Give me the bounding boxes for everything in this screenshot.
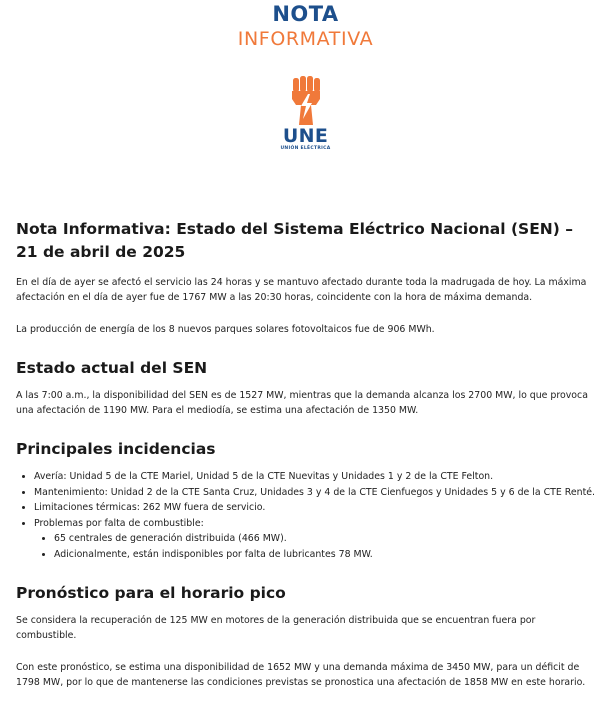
- list-item: [34, 516, 595, 563]
- raised-fist-lightning-icon: [289, 75, 323, 125]
- sublist-item: • 65 centrales de generación distribuida (466 MW).: [54, 531, 595, 547]
- list-item-label: Problemas por falta de combustible:: [34, 517, 204, 529]
- list-item: • Limitaciones térmicas: 262 MW fuera de servicio.: [34, 500, 595, 516]
- page-header: [0, 0, 611, 152]
- pronostico-paragraph: Con este pronóstico, se estima una disponibilidad de 1652 MW y una demanda máxima de 3450 MW, para un déficit de 1798 MW, por lo que de mantenerse las condiciones previstas se pronostica una afectación de 1858 MW en este horario.: [16, 662, 586, 688]
- header-informativa: INFORMATIVA: [237, 28, 374, 50]
- une-logo-subtitle: UNIÓN ELÉCTRICA: [280, 146, 331, 151]
- section-heading-pronostico: Pronóstico para el horario pico: [16, 584, 286, 602]
- une-logo: [276, 75, 336, 152]
- header-nota: NOTA: [272, 2, 339, 26]
- une-logo-text: UNE: [282, 125, 329, 147]
- section-heading-incidencias: Principales incidencias: [16, 440, 216, 458]
- estado-paragraph: A las 7:00 a.m., la disponibilidad del SEN es de 1527 MW, mientras que la demanda alcanza los 2700 MW, lo que provoca una afectación de 1190 MW. Para el mediodía, se estima una afectación de 1350 MW.: [16, 390, 588, 416]
- list-item: • Avería: Unidad 5 de la CTE Mariel, Unidad 5 de la CTE Nuevitas y Unidades 1 y 2 de la CTE Felton.: [34, 469, 595, 485]
- article-content: [16, 218, 595, 690]
- section-heading-estado: Estado actual del SEN: [16, 359, 208, 377]
- intro-paragraph: En el día de ayer se afectó el servicio las 24 horas y se mantuvo afectado durante toda la madrugada de hoy. La máxima afectación en el día de ayer fue de 1767 MW a las 20:30 horas, coincidente con la hora de máxima demanda.: [16, 277, 587, 303]
- sublist-item: • Adicionalmente, están indisponibles por falta de lubricantes 78 MW.: [54, 547, 595, 563]
- intro-paragraph: La producción de energía de los 8 nuevos parques solares fotovoltaicos fue de 906 MWh.: [16, 324, 435, 335]
- incidencias-list: [16, 469, 595, 562]
- article-title: Nota Informativa: Estado del Sistema Eléctrico Nacional (SEN) – 21 de abril de 2025: [16, 220, 574, 261]
- pronostico-paragraph: Se considera la recuperación de 125 MW en motores de la generación distribuida que se encuentran fuera por combustible.: [16, 615, 536, 641]
- list-item: • Mantenimiento: Unidad 2 de la CTE Santa Cruz, Unidades 3 y 4 de la CTE Cienfuegos y Unidades 5 y 6 de la CTE Renté.: [34, 485, 595, 501]
- combustible-sublist: [34, 531, 595, 562]
